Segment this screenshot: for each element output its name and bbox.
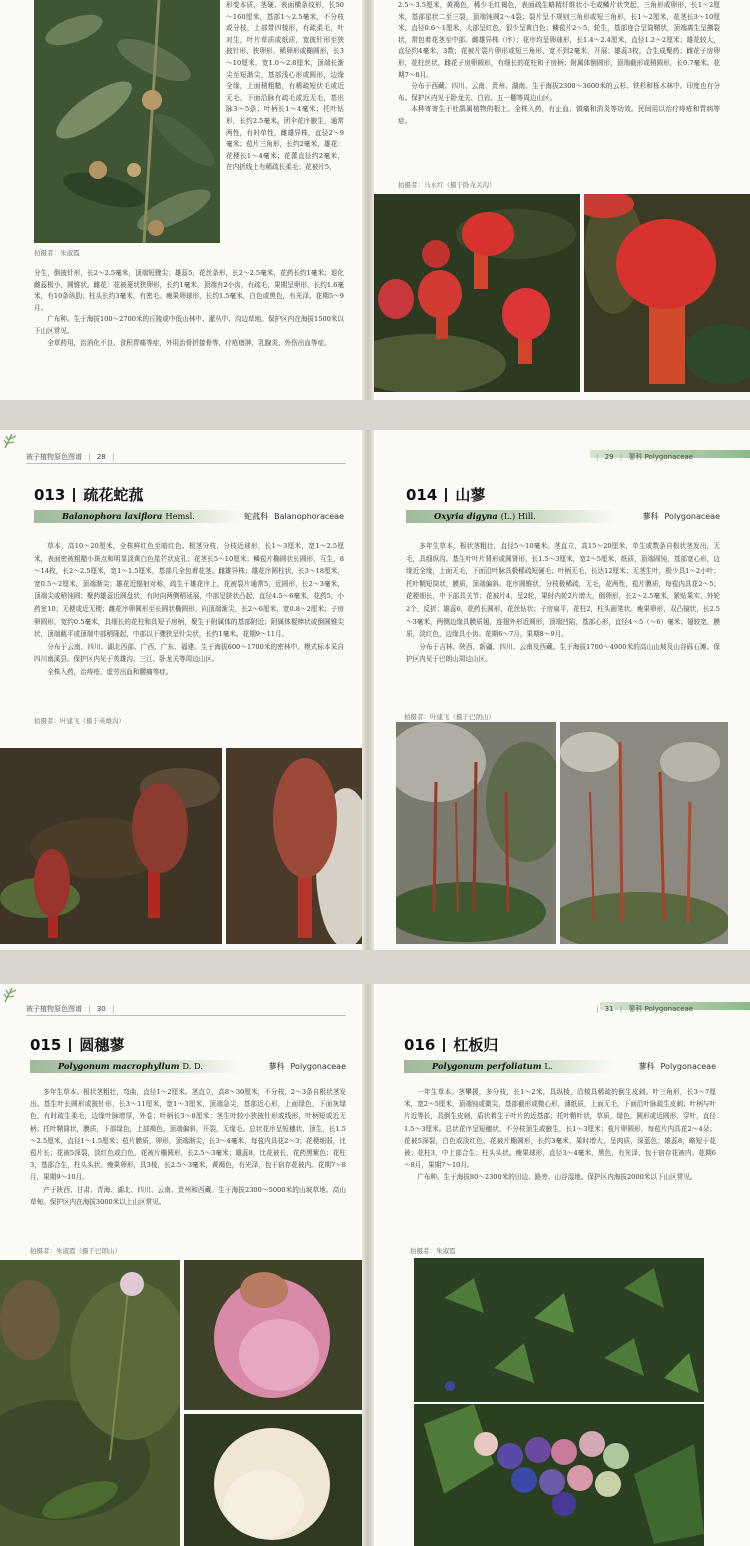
entry-014-text: [406, 540, 720, 666]
entry-015-photo-1: [0, 1260, 180, 1546]
entry-015-text: [30, 1086, 346, 1208]
entry-014-photo-2: [560, 722, 728, 944]
page-number: 29: [604, 453, 614, 461]
scientific-name: Polygonum perfoliatum L.: [432, 1061, 553, 1071]
entry-title: [406, 484, 720, 505]
pink-flower-spike-image: [184, 1260, 362, 1410]
entry-013-photo-1: [0, 748, 222, 944]
text-paragraph: 全株入药，治痔疮、虚劳出血和腰痛等症。: [47, 667, 173, 676]
text-paragraph: 分布于云南、四川、湖北西部、广西、广东、福建。生于海拔600～1700米的密林中。模式标本采自四川南溪县。保护区内见于英雄沟、三江、卧龙关等周边山区。: [34, 642, 344, 664]
top-left-text-lower: [34, 268, 344, 349]
text-paragraph: 广布种。生于海拔80～2300米的田边、路旁、山谷湿地。保护区内海拔2000米以下山区常见。: [417, 1173, 697, 1182]
bottom-left-page: [0, 984, 362, 1546]
top-gutter: [362, 0, 374, 400]
text-paragraph: 分布于吉林、陕西、新疆、四川、云南及西藏。生于海拔1700～4900米的高山山坡及山谷砾石滩。保护区内见于巴朗山周边山区。: [406, 642, 720, 664]
page-number: 28: [96, 453, 106, 461]
red-fungus-closeup-image: [584, 194, 750, 392]
entry-015-photo-2: [184, 1260, 362, 1410]
bottom-gutter: [362, 984, 374, 1546]
running-header: 被子植物原色图谱 | 30 |: [26, 1005, 115, 1013]
red-fungus-plant-image: [374, 194, 580, 392]
text-paragraph: 草本，高10～20厘米，全株鲜红色至暗红色。根茎分枝，分枝近球形，长1～3厘米，宽1～2.5厘米，表面密被粗糙小斑点和明显淡黄白色星芒状皮孔；花茎长5～10厘米；鳞苞片椭圆状长圆形，互生，8～14枚，长2～2.5厘米，宽1～1.5厘米，基部几全包着花茎。雌雄异株；雄花序圆柱状，长3～18厘米，宽0.5～2厘米，顶端渐尖；雄花近辐射对称，疏生于雄花序上，花被裂片通常5，近圆形，长2～3毫米，顶端尖或稍钝圆；聚药雄蕊近圆盘状，有时向两侧稍延展，中部呈脐状凸起，直径4.5～6毫米，花药5，小药室10；无梗或近无梗；雌花序卵圆形至长圆状椭圆形，向顶端渐尖，长2～6厘米，宽0.8～2厘米；子房卵圆形，宽约0.5毫米，具细长的花柱和具短子房柄，聚生于附属体的基部附近；附属体棍棒状或倒圆锥尖状，顶端截平或顶端中部稍隆起，中部以下骤狭呈针尖状，长约1毫米。花期9～11月。: [34, 542, 344, 639]
bottom-spread: [0, 984, 750, 1546]
top-right-photo-caption: 拍摄者：马永红（摄于卧龙关沟）: [398, 181, 496, 189]
family-label: 蓼科 Polygonaceae: [638, 1062, 716, 1071]
book-title: 被子植物原色图谱: [26, 453, 82, 461]
running-header: | 31 | 蓼科 Polygonaceae: [596, 1005, 694, 1013]
entry-014-photo-caption: 拍摄者：叶建飞（摄于巴朗山）: [404, 713, 495, 721]
entry-013-header: [34, 484, 344, 523]
entry-number: 016: [404, 1036, 436, 1054]
middle-right-page: [374, 430, 750, 950]
entry-014-photo-1: [396, 722, 556, 944]
entry-015-photo-3: [184, 1414, 362, 1546]
scientific-name-bar: [30, 1060, 346, 1073]
text-paragraph: 全草药用，治消化不良、食积胃痛等症，外用治骨折接骨等，疗疮瘩肿，乳腺炎、外伤出血等症。: [47, 338, 331, 347]
bottom-right-page: [374, 984, 750, 1546]
entry-013-photo-2: [226, 748, 362, 944]
entry-number: 013: [34, 486, 66, 504]
text-paragraph: 分布于西藏、四川、云南、贵州、湖南。生于海拔2300～3600米的云杉、铁杉和栎木林中。印度也有分布。保护区内见于卧龙关、白岩、五一棚等周边山区。: [398, 82, 720, 102]
family-label: 蓼科 Polygonaceae: [642, 512, 720, 521]
species-chinese-name: 山蓼: [455, 486, 486, 504]
family-running-title: 蓼科 Polygonaceae: [628, 453, 694, 461]
white-flower-spike-image: [184, 1414, 362, 1546]
middle-gutter: [362, 430, 374, 950]
entry-014-header: [406, 484, 720, 523]
running-header: | 29 | 蓼科 Polygonaceae: [596, 453, 694, 461]
entry-number: 014: [406, 486, 438, 504]
entry-016-text: [404, 1086, 716, 1184]
scientific-name-bar: [34, 510, 344, 523]
species-chinese-name: 圆穗蓼: [79, 1036, 125, 1054]
balanophora-image: [0, 748, 222, 944]
text-paragraph: 分生，倒披针形，长2～2.5毫米，顶端短骤尖；雄蕊5，花丝条形，长2～2.5毫米，花药长约1毫米；退化雌蕊极小，圆锥状。雌花：花被菱状狭卵形，长约1毫米，顶端有2小齿，有疏毛，果期呈卵形，长约1.6毫米，有10条纵肋；柱头长约3毫米，有密毛。瘦果卵球形，长约1.5毫米，白色或黑色，有光泽。花期5～9月。: [34, 269, 344, 312]
entry-number: 015: [30, 1036, 62, 1054]
top-right-page: [374, 0, 750, 400]
header-rule: [26, 1015, 346, 1016]
top-left-photo-caption: 拍摄者：朱淑霞: [34, 249, 80, 257]
oxyria-closeup-image: [560, 722, 728, 944]
entry-title: [30, 1034, 346, 1055]
entry-016-header: [404, 1034, 716, 1073]
top-left-page: [0, 0, 362, 400]
scientific-name: Polygonum macrophyllum D. D.: [58, 1061, 203, 1071]
family-label: 蛇菰科 Balanophoraceae: [244, 512, 344, 521]
top-left-plant-photo: [34, 0, 220, 243]
page-number: 30: [96, 1005, 106, 1013]
scientific-name-bar: [404, 1060, 716, 1073]
species-chinese-name: 杠板归: [453, 1036, 499, 1054]
text-paragraph: 形变本质，茎硬、表面横条纹形，长50～160厘米，基部1～2.5毫米，不分枝或分枝，上部带四棱形，有疏柔毛，叶对生，叶片草质或纸质，宽披针形至狭披针形，狭卵形，稀卵形或椭圆形，长3～10厘米，宽1.0～2.8厘米，顶端长渐尖至短渐尖，基部浅心形或圆形，边缘全缘，上面稍粗糙，有稀疏短伏毛或近无毛，下面沿脉有疏毛或近无毛，基出脉3～5条；叶柄长1～4毫米；托叶钻形，长约2.5毫米。团伞花序腋生，通常两性，有时单性，雌雄异株，直径2～9毫米；苞片三角形，长约2毫米，雄花：花梗长1～4毫米；花蕾直径约2毫米，在内折线上有稀疏长柔毛；花被片5，: [226, 1, 344, 172]
top-right-photo-1: [374, 194, 580, 392]
middle-spread: [0, 430, 750, 950]
leaf-icon: [2, 430, 22, 450]
polygonum-perfoliatum-vines-image: [414, 1258, 704, 1402]
balanophora-closeup-image: [226, 748, 362, 944]
entry-013-photo-caption: 拍摄者：叶建飞（摄于英雄沟）: [34, 717, 125, 725]
entry-016-photo-caption: 拍摄者：朱淑霞: [410, 1247, 456, 1255]
book-title: 被子植物原色图谱: [26, 1005, 82, 1013]
text-paragraph: 2.5～3.5厘米，黄褐色，稀少毛红褐色，表面疏生略精纤维状小毛或鳞片状突起，三角形或卵形，长1～2厘米，基部星状二至三裂，顶端钝圆2～4裂；裂片呈不规则三角形或短三角形，长1～2厘米，花茎长3～10厘米，直径0.6～1厘米，大部呈红色，很少呈黄白色；鳞苞片2～5，轮生，基部连合呈筒鞘状，顶端离生呈撕裂状，常包着花茎至中部。雌雄异株（序）；花序均呈卵球形，长1.4～2.4厘米，直径1.2～2厘米；雄花较大，直径约4毫米，3数；花被片裂片卵形或短三角形，宽不到2毫米，开展；雄蕊3枚，合生成聚药；雌花子房卵形，花柱丝状，雌花子房卵圆形，有细长的花柱和子房柄；附属体倒圆形，顶端截形或稍圆形，长0.7毫米。花期7～8月。: [398, 1, 720, 79]
text-paragraph: 广布种。生于海拔100～2700米的丘陵或中低山林中、灌丛中、沟边草地。保护区内在海拔1500米以下山区常见。: [34, 315, 344, 335]
entry-013-text: [34, 540, 344, 679]
top-right-photo-2: [584, 194, 750, 392]
scientific-name: Balanophora laxiflora Hemsl.: [62, 511, 195, 521]
top-spread: [0, 0, 750, 400]
text-paragraph: 多年生草本。根状茎粗壮，弯曲，直径1～2厘米。茎直立，高8～30厘米，不分枝，2～3条自根状茎发出。基生叶长圆形或披针形，长3～11厘米，宽1～3厘米，顶端急尖，基部近心形，上面绿色，下面灰绿色，有时疏生柔毛，边缘叶脉增厚，外卷；叶柄长3～8厘米；茎生叶较小狭披针形或线形，叶柄短或近无柄；托叶鞘筒状，膜质，下部绿色，上部褐色，顶端偏斜，开裂，无缘毛。总状花序呈短穗状，顶生，长1.5～2.5厘米，直径1～1.5厘米；苞片膜质，卵形，顶端渐尖，长3～4毫米，每苞内具花2～3；花梗细弱，比苞片长；花被5深裂，淡红色或白色，花被片椭圆形，长2.5～3毫米；雄蕊8，比花被长，花药黑紫色；花柱3，基部合生，柱头头状。瘦果卵形，具3棱，长2.5～3毫米，黄褐色，有光泽，包于宿存花被内。花期7～8月，果期9～10月。: [30, 1088, 346, 1182]
page-number: 31: [604, 1005, 614, 1013]
entry-title: [404, 1034, 716, 1055]
top-right-text: [398, 0, 720, 150]
entry-title: [34, 484, 344, 505]
species-chinese-name: 疏花蛇菰: [83, 486, 144, 504]
entry-016-photo-2: [414, 1404, 704, 1546]
text-paragraph: 一年生草本。茎攀援，多分枝，长1～2米，具纵棱，沿棱具稀疏的倒生皮刺。叶三角形，长3～7厘米，宽2～5厘米，顶端钝或微尖，基部截形或微心形，薄纸质，上面无毛，下面沿叶脉疏生皮刺；叶柄与叶片近等长，具倒生皮刺，盾状着生于叶片的近基部；托叶鞘叶状，草质，绿色，圆形或近圆形，穿叶，直径1.5～3厘米。总状花序呈短穗状，不分枝顶生或腋生，长1～3厘米；苞片卵圆形，每苞片内具花2～4朵；花被5深裂，白色或淡红色，花被片椭圆形，长约3毫米，果时增大，呈肉质，深蓝色；雄蕊8，略短于花被；花柱3，中上部合生；柱头头状。瘦果球形，直径3～4毫米，黑色，有光泽，包于宿存花被内。花期6～8月，果期7～10月。: [404, 1088, 716, 1170]
header-rule: [26, 463, 346, 464]
blue-berries-image: [414, 1404, 704, 1546]
entry-016-photo-1: [414, 1258, 704, 1402]
polygonum-macrophyllum-image: [0, 1260, 180, 1546]
scientific-name: Oxyria digyna (L.) Hill.: [434, 511, 536, 521]
top-left-text-side: [226, 0, 344, 174]
text-paragraph: 本种寄寄生于杜鹃属植物的根上。全株入药，有止血、镇痛和消炎等功效。民间用以治疗痔疮和胃病等症。: [398, 105, 720, 125]
text-paragraph: 多年生草本，根状茎粗壮，直径5～10毫米。茎直立，高15～20厘米，单生或数条自根状茎发出，无毛，具细纵沟。基生叶叶片肾形或圆肾形，长1.5～3厘米，宽2～5厘米，纸质，顶端圆钝，基部宽心形，边缘近全缘，上面无毛，下面沿叶脉具极稀疏短硬毛；叶柄无毛，长达12厘米；无茎生叶，极少具1～2小叶；托叶鞘短筒状，膜质，顶端偏斜。花序圆锥状，分枝极稀疏，无毛，花两性，苞片膜质，每苞内具花2～5；花梗细长，中下部具关节；花被片4，呈2轮，果时内轮2片增大，倒卵形，长2～2.5毫米，紧贴果实，外轮2个，反折；雄蕊6，花药长圆形，花丝钻状；子房扁平，花柱2，柱头画笔状。瘦果卵形，双凸镜状，长2.5～3毫米，两侧边缘具膜质翅，连翅外形近圆形，顶端凹陷，基部心形，直径4～5（～6）毫米；翅较宽，膜质，淡红色，边缘具小齿。花期6～7月，果期8～9月。: [406, 542, 720, 639]
leaf-icon: [2, 984, 22, 1004]
oxyria-plant-image: [396, 722, 556, 944]
scientific-name-bar: [406, 510, 720, 523]
family-label: 蓼科 Polygonaceae: [268, 1062, 346, 1071]
middle-left-page: [0, 430, 362, 950]
family-running-title: 蓼科 Polygonaceae: [628, 1005, 694, 1013]
text-paragraph: 产于陕西、甘肃、青海、湖北、四川、云南、贵州和西藏。生于海拔2300～5000米的山坡草地、高山草甸。保护区内在海拔3000米以上山区常见。: [30, 1185, 346, 1206]
entry-015-header: [30, 1034, 346, 1073]
entry-015-photo-caption: 拍摄者：朱淑霞（摄于巴朗山）: [30, 1247, 121, 1255]
leafy-shrub-image: [34, 0, 220, 243]
running-header: 被子植物原色图谱 | 28 |: [26, 453, 115, 461]
